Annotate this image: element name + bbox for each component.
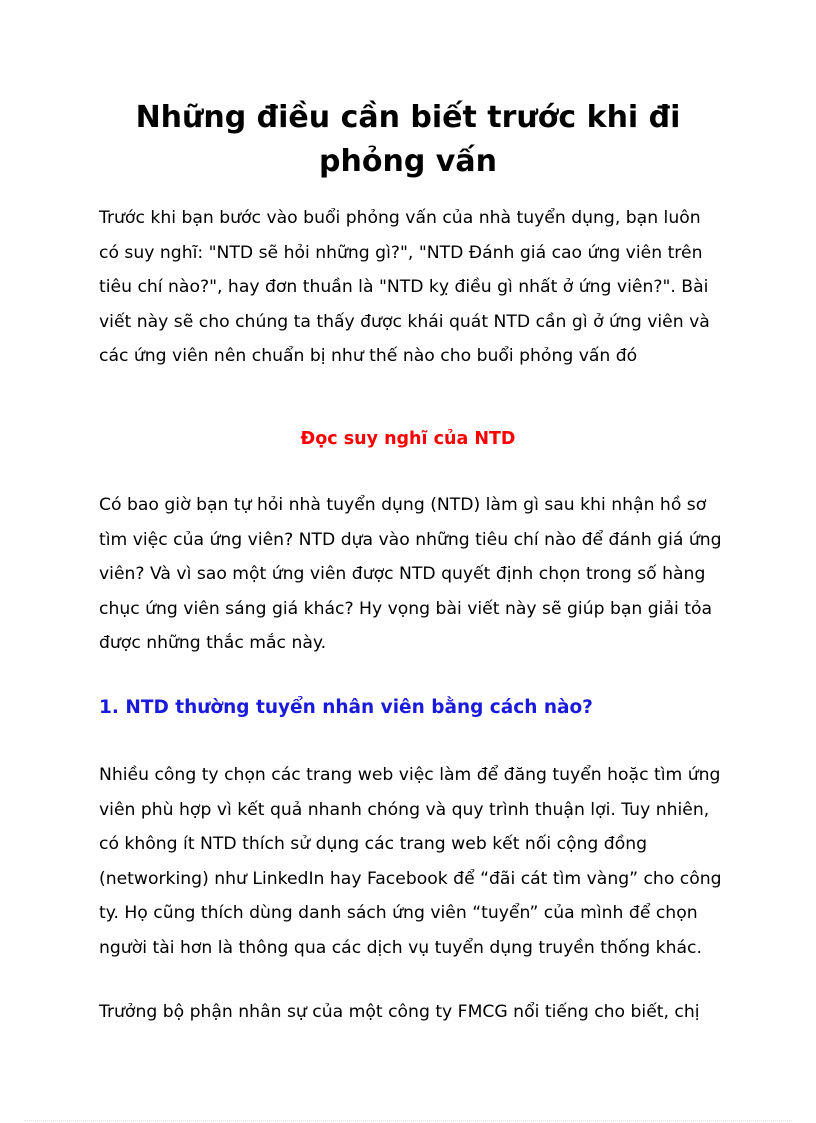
answer-paragraph (99, 758, 739, 965)
intro-line: tiêu chí nào?", hay đơn thuần là "NTD kỵ điều gì nhất ở ứng viên?". Bài (99, 277, 709, 297)
intro-line: các ứng viên nên chuẩn bị như thế nào cho buổi phỏng vấn đó (99, 346, 638, 366)
answer-line: viên phù hợp vì kết quả nhanh chóng và quy trình thuận lợi. Tuy nhiên, (99, 799, 710, 820)
intro-paragraph (99, 201, 739, 374)
section-line: viên? Và vì sao một ứng viên được NTD quyết định chọn trong số hàng (99, 564, 706, 584)
title-line: phỏng vấn (319, 144, 497, 179)
answer-line: (networking) như LinkedIn hay Facebook để “đãi cát tìm vàng” cho công (99, 868, 722, 889)
section-line: được những thắc mắc này. (99, 633, 327, 653)
section-heading: Đọc suy nghĩ của NTD (300, 429, 516, 449)
intro-line: có suy nghĩ: "NTD sẽ hỏi những gì?", "NTD Đánh giá cao ứng viên trên (99, 242, 703, 263)
intro-line: viết này sẽ cho chúng ta thấy được khái quát NTD cần gì ở ứng viên và (99, 311, 710, 332)
section-paragraph (99, 488, 739, 661)
intro-line: Trước khi bạn bước vào buổi phỏng vấn của nhà tuyển dụng, bạn luôn (99, 208, 701, 228)
answer-line: ty. Họ cũng thích dùng danh sách ứng viên “tuyển” của mình để chọn (99, 903, 698, 923)
section-line: Có bao giờ bạn tự hỏi nhà tuyển dụng (NTD) làm gì sau khi nhận hồ sơ (99, 495, 707, 515)
page-bottom-edge (24, 1120, 792, 1121)
title-line: Những điều cần biết trước khi đi (135, 100, 681, 135)
closing-line: Trưởng bộ phận nhân sự của một công ty FMCG nổi tiếng cho biết, chị (99, 1002, 700, 1022)
section-line: chục ứng viên sáng giá khác? Hy vọng bài viết này sẽ giúp bạn giải tỏa (99, 598, 713, 619)
section-line: tìm việc của ứng viên? NTD dựa vào những tiêu chí nào để đánh giá ứng (99, 529, 722, 550)
answer-line: người tài hơn là thông qua các dịch vụ tuyển dụng truyền thống khác. (99, 937, 702, 958)
page-title (100, 96, 716, 184)
closing-paragraph (99, 995, 739, 1030)
answer-line: có không ít NTD thích sử dụng các trang web kết nối cộng đồng (99, 834, 648, 854)
question-heading: 1. NTD thường tuyển nhân viên bằng cách nào? (99, 697, 593, 718)
answer-line: Nhiều công ty chọn các trang web việc làm để đăng tuyển hoặc tìm ứng (99, 765, 721, 785)
